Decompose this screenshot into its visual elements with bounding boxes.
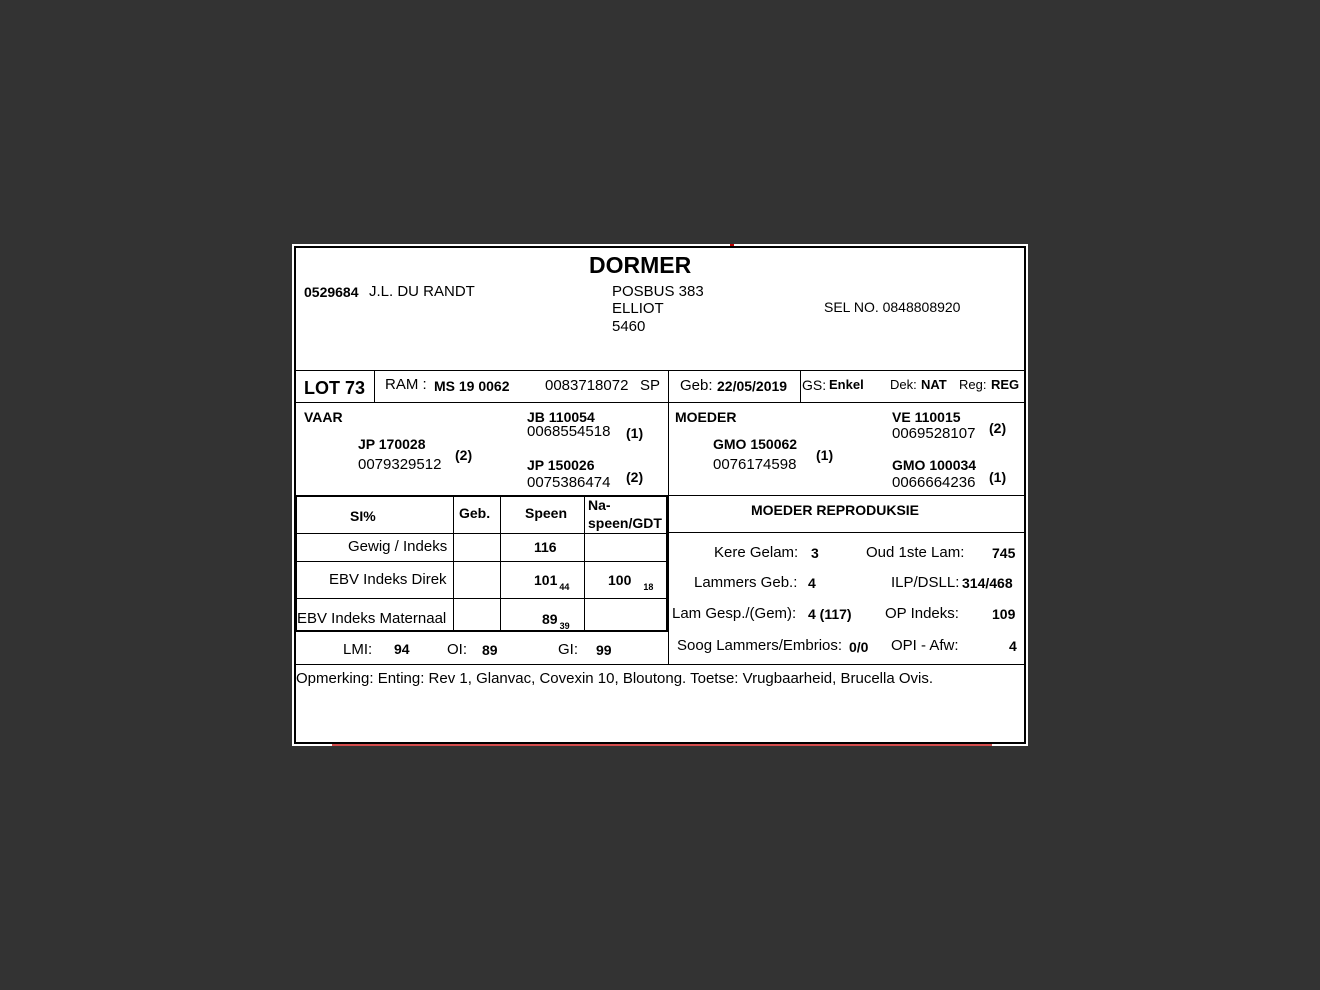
breed-title: DORMER [589, 252, 692, 278]
oud-value: 745 [992, 545, 1016, 561]
divider-repro-header [668, 532, 1024, 533]
si-row-2 [297, 561, 666, 562]
address-line-2: ELLIOT [612, 300, 664, 317]
sire-sire-count: (1) [626, 425, 644, 441]
si-row-na-2 [608, 572, 653, 595]
red-text-fragment-top [730, 244, 734, 246]
si-speen-value: 89 [542, 611, 558, 627]
address-line-1: POSBUS 383 [612, 283, 704, 300]
sire-sire-id: JB 110054 [527, 409, 595, 425]
kere-gelam-label: Kere Gelam: [714, 544, 799, 561]
divider-lot [296, 402, 1024, 403]
dam-dam-count: (1) [989, 469, 1007, 485]
ram-sp: SP [640, 377, 661, 394]
si-row-speen-2 [534, 572, 569, 595]
si-row-speen-3 [542, 611, 570, 634]
si-header-si: SI% [350, 508, 376, 524]
si-speen-value: 101 [534, 572, 558, 588]
red-text-fragment-bottom [332, 744, 992, 746]
gs-value: Enkel [829, 377, 864, 392]
divider-lot-1 [374, 370, 375, 402]
sire-dam-id: JP 150026 [527, 457, 595, 473]
lam-gesp-value: 4 (117) [808, 606, 852, 622]
si-speen-sub: 44 [559, 582, 570, 592]
soog-label: Soog Lammers/Embrios: [677, 637, 843, 654]
lot-number: LOT 73 [304, 378, 366, 398]
sel-number: SEL NO. 0848808920 [824, 299, 961, 315]
dek-label: Dek: [890, 377, 917, 392]
gs-label: GS: [802, 377, 827, 393]
remark-text: Opmerking: Enting: Rev 1, Glanvac, Covexin 10, Bloutong. Toetse: Vrugbaarheid, Brucella Ovis. [296, 670, 934, 687]
dam-id: GMO 150062 [713, 436, 798, 452]
dam-dam-id: GMO 100034 [892, 457, 977, 473]
opi-value: 4 [1009, 638, 1017, 654]
si-row-3 [297, 598, 666, 599]
si-row-speen-1: 116 [534, 539, 557, 555]
dek-value: NAT [921, 377, 947, 392]
divider-lot-3 [800, 370, 801, 402]
dam-heading: MOEDER [675, 409, 737, 425]
divider-repro-center [668, 496, 669, 664]
divider-lot-2 [668, 370, 669, 402]
breeder-name: J.L. DU RANDT [369, 283, 475, 300]
ram-reg-number: 0083718072 [545, 377, 629, 394]
lammers-geb-label: Lammers Geb.: [694, 574, 798, 591]
oud-label: Oud 1ste Lam: [866, 544, 965, 561]
sire-sire-number: 0068554518 [527, 423, 611, 440]
dam-sire-number: 0069528107 [892, 425, 976, 442]
divider-pedigree-bottom [668, 495, 1024, 496]
ilp-label: ILP/DSLL: [891, 574, 960, 591]
lammers-geb-value: 4 [808, 575, 816, 591]
ram-id: MS 19 0062 [434, 378, 510, 394]
repro-heading: MOEDER REPRODUKSIE [751, 502, 920, 518]
gi-label: GI: [558, 641, 579, 658]
sire-id: JP 170028 [358, 436, 426, 452]
divider-pedigree-center [668, 402, 669, 496]
si-col-3 [584, 497, 585, 631]
kere-gelam-value: 3 [811, 545, 819, 561]
si-speen-sub: 39 [559, 621, 570, 631]
dam-number: 0076174598 [713, 456, 797, 473]
ram-label: RAM : [385, 376, 427, 393]
geb-date: 22/05/2019 [717, 378, 788, 394]
si-header-na-1: Na- [588, 497, 611, 513]
lam-gesp-label: Lam Gesp./(Gem): [672, 605, 797, 622]
lmi-label: LMI: [343, 641, 373, 658]
op-indeks-value: 109 [992, 606, 1016, 622]
si-row-label-2: EBV Indeks Direk [329, 571, 447, 588]
si-na-sub: 18 [643, 582, 654, 592]
divider-header [296, 370, 1024, 371]
si-col-1 [453, 497, 454, 631]
si-header-na-2: speen/GDT [588, 515, 662, 531]
si-header-geb: Geb. [459, 505, 491, 521]
breeder-number: 0529684 [304, 284, 359, 300]
dam-sire-count: (2) [989, 420, 1007, 436]
si-row-1 [297, 533, 666, 534]
si-header-speen: Speen [525, 505, 568, 521]
si-row-label-3: EBV Indeks Maternaal [297, 610, 447, 627]
soog-value: 0/0 [849, 639, 869, 655]
oi-label: OI: [447, 641, 468, 658]
op-indeks-label: OP Indeks: [885, 605, 959, 622]
gi-value: 99 [596, 642, 612, 658]
reg-value: REG [991, 377, 1020, 392]
sire-number: 0079329512 [358, 456, 442, 473]
sale-card [292, 244, 1028, 746]
dam-dam-number: 0066664236 [892, 474, 976, 491]
si-na-value: 100 [608, 572, 632, 588]
oi-value: 89 [482, 642, 498, 658]
si-row-label-1: Gewig / Indeks [348, 538, 448, 555]
sire-count: (2) [455, 447, 473, 463]
sire-dam-number: 0075386474 [527, 474, 611, 491]
sire-dam-count: (2) [626, 469, 644, 485]
si-col-2 [500, 497, 501, 631]
lmi-value: 94 [394, 641, 410, 657]
ilp-value: 314/468 [962, 575, 1013, 591]
opi-label: OPI - Afw: [891, 637, 959, 654]
dam-sire-id: VE 110015 [892, 409, 961, 425]
reg-label: Reg: [959, 377, 987, 392]
divider-remarks [296, 664, 1024, 665]
dam-count: (1) [816, 447, 834, 463]
geb-label: Geb: [680, 377, 713, 394]
address-line-3: 5460 [612, 318, 646, 335]
sire-heading: VAAR [304, 409, 343, 425]
